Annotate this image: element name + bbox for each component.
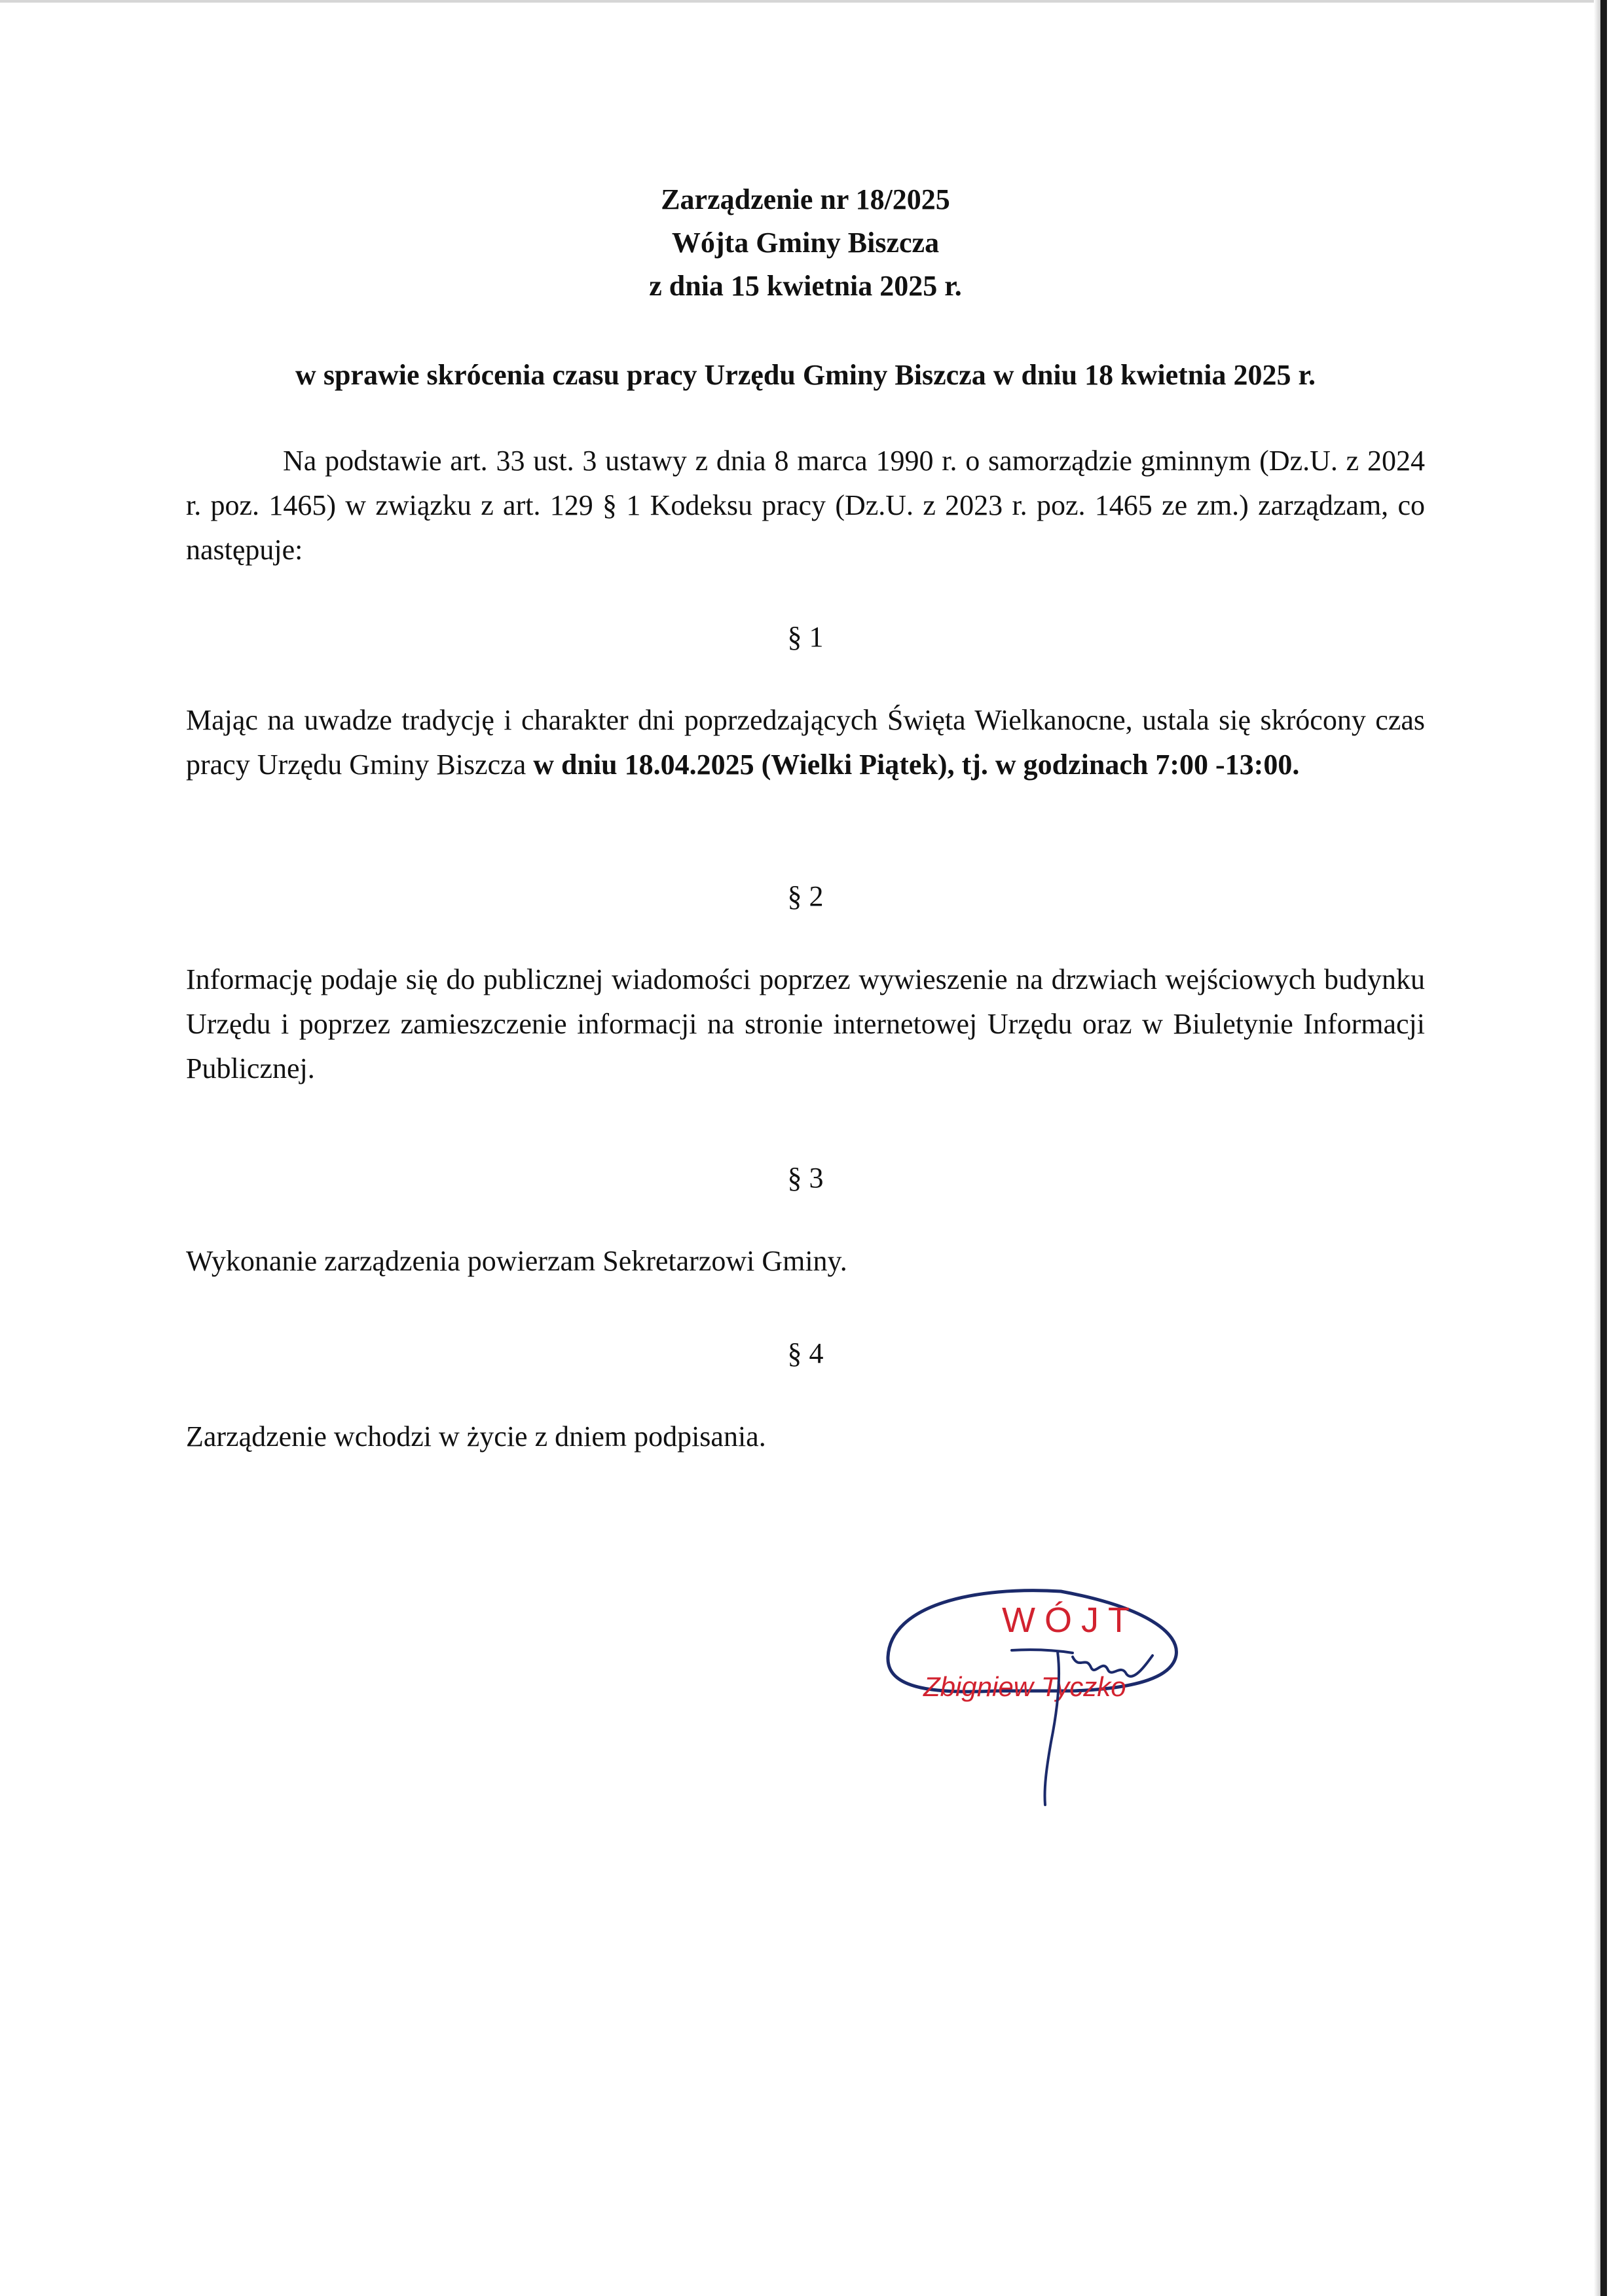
section-1-text (186, 698, 1425, 787)
section-4-heading: § 4 (787, 1337, 824, 1369)
section-1-heading: § 1 (787, 621, 824, 653)
document-title (183, 178, 1428, 308)
scan-edge-top (0, 0, 1598, 3)
section-4-text: Zarządzenie wchodzi w życie z dniem podpisania. (186, 1420, 766, 1453)
section-2-heading: § 2 (787, 880, 824, 912)
section-1-text-bold: w dniu 18.04.2025 (Wielki Piątek), tj. w godzinach 7:00 -13:00. (533, 749, 1300, 781)
section-3-text: Wykonanie zarządzenia powierzam Sekretarzowi Gminy. (186, 1245, 847, 1277)
document-subject: w sprawie skrócenia czasu pracy Urzędu Gminy Biszcza w dniu 18 kwietnia 2025 r. (295, 359, 1316, 391)
section-1-text-regular: Mając na uwadze tradycję i charakter dni poprzedzających Święta Wielkanocne, ustala się skrócony czas pracy Urzędu Gminy Biszcza (186, 704, 1425, 781)
stamp-title: WÓJT (1002, 1601, 1139, 1640)
title-line-issuer: Wójta Gminy Biszcza (671, 227, 940, 259)
title-line-number: Zarządzenie nr 18/2025 (661, 183, 950, 215)
section-3-heading: § 3 (787, 1162, 824, 1194)
official-stamp-and-signature (864, 1578, 1231, 1814)
legal-basis-paragraph: Na podstawie art. 33 ust. 3 ustawy z dnia 8 marca 1990 r. o samorządzie gminnym (Dz.U. z 2024 r. poz. 1465) w związku z art. 129 § 1 Kodeksu pracy (Dz.U. z 2023 r. poz. 1465 ze zm.) zarządzam, co następuje: (186, 445, 1425, 566)
section-2-text: Informację podaje się do publicznej wiadomości poprzez wywieszenie na drzwiach wejściowych budynku Urzędu i poprzez zamieszczenie informacji na stronie internetowej Urzędu oraz w Biuletynie Informacji Publicznej. (186, 963, 1425, 1084)
title-line-date: z dnia 15 kwietnia 2025 r. (649, 270, 962, 302)
stamp-name: Zbigniew Tyczko (923, 1671, 1126, 1702)
scan-edge-shadow (1594, 0, 1600, 2296)
scan-edge-right (1600, 0, 1607, 2296)
